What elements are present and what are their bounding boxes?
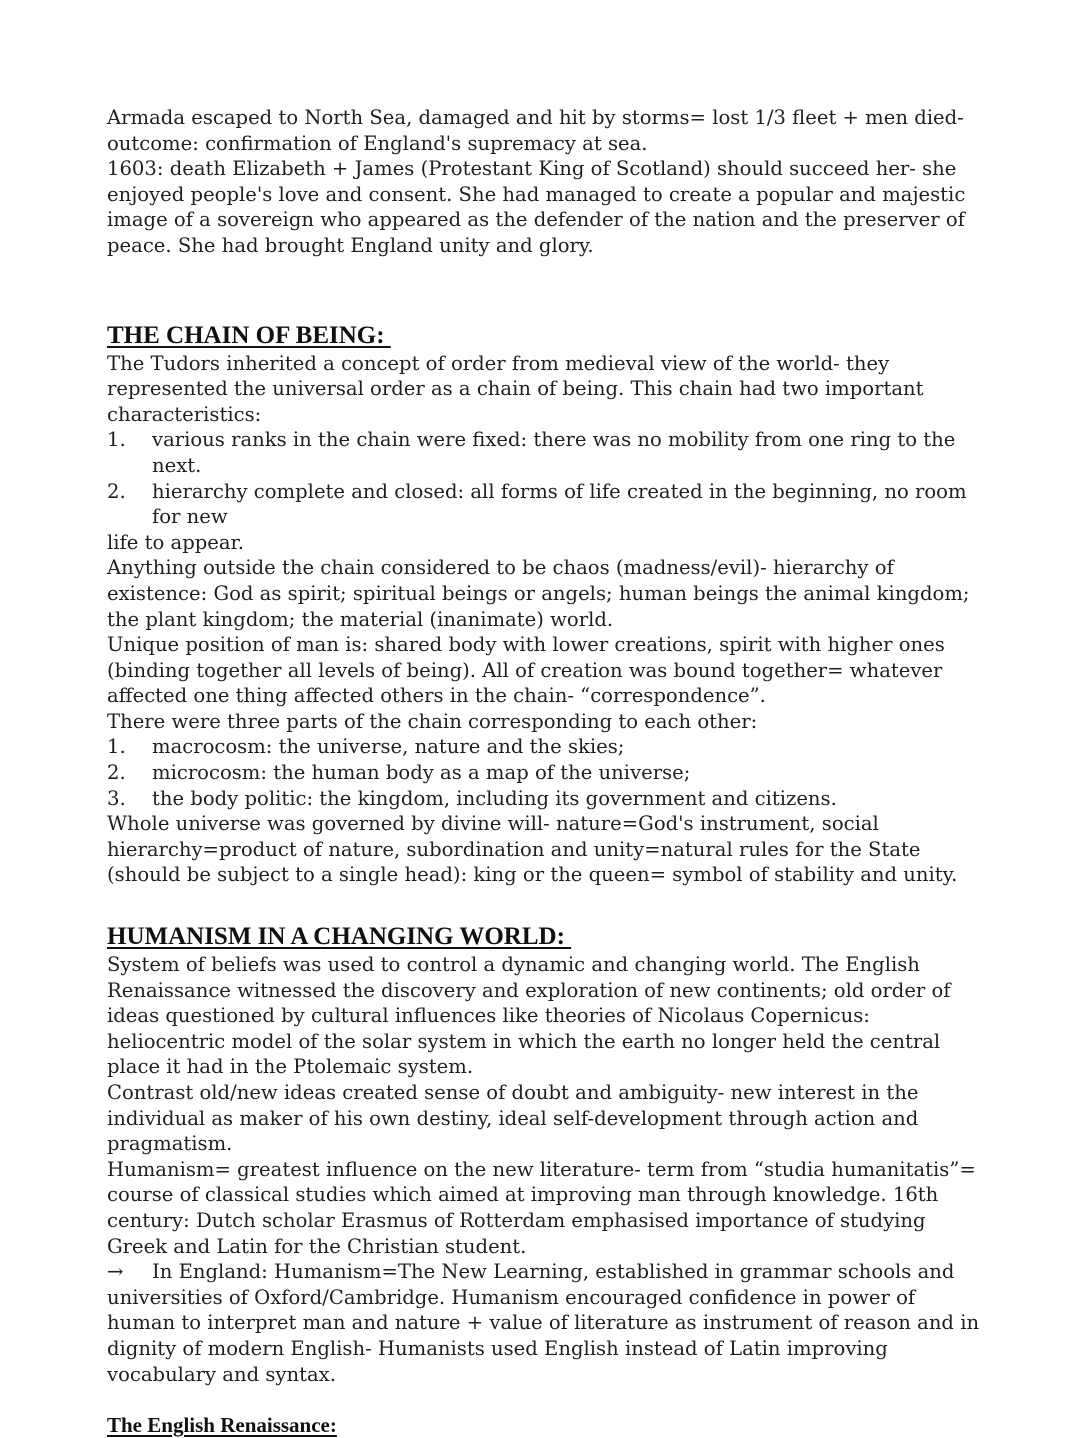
list-number: 3. — [107, 786, 126, 810]
list-number: 2. — [107, 761, 126, 785]
contrast-paragraph: Contrast old/new ideas created sense of doubt and ambiguity- new interest in the individual as maker of his own destiny, ideal self-development through action and pragmatism. — [107, 1081, 919, 1156]
arrow-text: In England: Humanism=The New Learning, established in grammar schools and — [152, 1260, 955, 1284]
list-number: 1. — [107, 735, 126, 759]
chain-intro-paragraph: The Tudors inherited a concept of order from medieval view of the world- they represented the universal order as a chain of being. This chain had two important characteristics: — [107, 351, 924, 426]
humanism-paragraph: Humanism= greatest influence on the new literature- term from “studia humanitatis”= course of classical studies which aimed at improving man through knowledge. 16th century: Dutch scholar Erasmus of Rotterdam emphasised importance of studying Greek and Latin for the Christian student. — [107, 1157, 976, 1258]
list-number: 2. — [107, 479, 126, 503]
list-item — [107, 734, 987, 760]
list-text: hierarchy complete and closed: all forms of life created in the beginning, no room for new — [152, 479, 967, 529]
chaos-paragraph: Anything outside the chain considered to be chaos (madness/evil)- hierarchy of existence: God as spirit; spiritual beings or angels; human beings the animal kingdom; the plant kingdom; the material (inanimate) world. — [107, 556, 970, 631]
list-text: macrocosm: the universe, nature and the skies; — [152, 735, 625, 759]
armada-paragraph: Armada escaped to North Sea, damaged and hit by storms= lost 1/3 fleet + men died- outcome: confirmation of England's supremacy at sea. — [107, 106, 964, 155]
three-parts-paragraph: There were three parts of the chain corresponding to each other: — [107, 709, 758, 733]
list-text: the body politic: the kingdom, including its government and citizens. — [152, 786, 837, 810]
humanism-heading: HUMANISM IN A CHANGING WORLD: — [107, 923, 572, 951]
man-position-paragraph: Unique position of man is: shared body with lower creations, spirit with higher ones (binding together all levels of being). All of creation was bound together= whatever affected one thing affected others in the chain- “correspondence”. — [107, 633, 945, 708]
list-continuation: life to appear. — [107, 530, 244, 554]
elizabeth-paragraph: 1603: death Elizabeth + James (Protestant King of Scotland) should succeed her- she enjoyed people's love and consent. She had managed to create a popular and majestic image of a sovereign who appeared as the defender of the nation and the preserver of peace. She had brought England unity and glory. — [107, 157, 966, 257]
list-text: various ranks in the chain were fixed: there was no mobility from one ring to the next. — [152, 428, 956, 477]
document-page — [107, 105, 987, 1438]
new-learning-paragraph: universities of Oxford/Cambridge. Humanism encouraged confidence in power of human to interpret man and nature + value of literature as instrument of reason and in dignity of modern English- Humanists used English instead of Latin improving vocabulary and syntax. — [107, 1285, 980, 1386]
list-item — [107, 786, 987, 812]
english-renaissance-heading: The English Renaissance: — [107, 1413, 337, 1438]
divine-will-paragraph: Whole universe was governed by divine will- nature=God's instrument, social hierarchy=product of nature, subordination and unity=natural rules for the State (should be subject to a single head): king or the queen= symbol of stability and unity. — [107, 812, 958, 887]
beliefs-paragraph: System of beliefs was used to control a dynamic and changing world. The English Renaissance witnessed the discovery and exploration of new continents; old order of ideas questioned by cultural influences like theories of Nicolaus Copernicus: heliocentric model of the solar system in which the earth no longer held the central place it had in the Ptolemaic system. — [107, 953, 951, 1079]
list-item — [107, 479, 987, 530]
list-text: microcosm: the human body as a map of the universe; — [152, 761, 691, 785]
list-item — [107, 427, 987, 478]
chain-of-being-heading: THE CHAIN OF BEING: — [107, 321, 391, 349]
list-number: 1. — [107, 428, 126, 452]
arrow-item — [107, 1259, 987, 1285]
arrow-icon: → — [107, 1260, 124, 1284]
list-item — [107, 760, 987, 786]
